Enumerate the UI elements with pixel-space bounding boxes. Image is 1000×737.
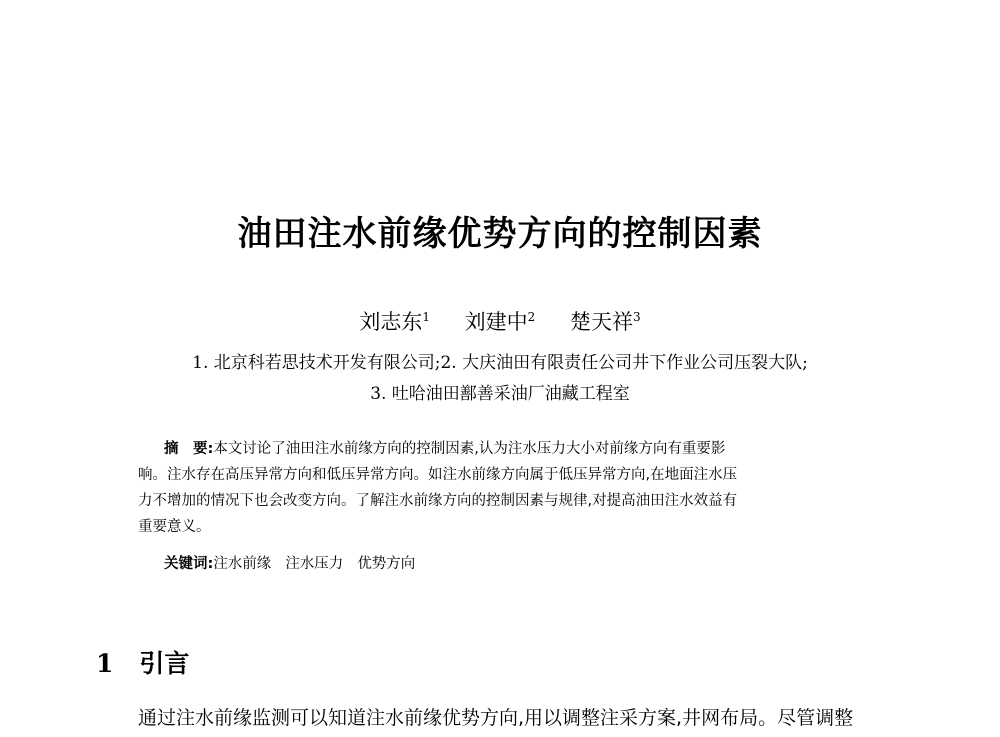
author-name: 刘志东 (359, 310, 423, 334)
abstract-line: 力不增加的情况下也会改变方向。了解注水前缘方向的控制因素与规律,对提高油田注水效益有 (138, 493, 738, 509)
author-2 (465, 310, 536, 334)
abstract-line (138, 436, 873, 462)
author-3 (570, 310, 641, 334)
author-affil-mark: 2 (527, 310, 536, 324)
keyword: 注水前缘 (213, 556, 272, 572)
keywords (164, 552, 429, 573)
keyword: 注水压力 (285, 556, 344, 572)
abstract-text: 本文讨论了油田注水前缘方向的控制因素,认为注水压力大小对前缘方向有重要影 (213, 441, 726, 457)
author-name: 刘建中 (464, 310, 528, 334)
author-list (0, 306, 1000, 336)
abstract-line: 响。注水存在高压异常方向和低压异常方向。如注水前缘方向属于低压异常方向,在地面注水压 (138, 467, 738, 483)
paper-title: 油田注水前缘优势方向的控制因素 (237, 214, 763, 254)
author-affil-mark: 3 (633, 310, 641, 324)
section-title: 引言 (139, 649, 190, 678)
section-heading (96, 644, 189, 680)
author-1 (359, 310, 430, 334)
body-paragraph: 通过注水前缘监测可以知道注水前缘优势方向,用以调整注采方案,井网布局。尽管调整 (138, 707, 854, 729)
affiliation-line-2: 3. 吐哈油田鄯善采油厂油藏工程室 (370, 384, 630, 404)
abstract-label: 摘 要: (164, 441, 214, 457)
author-name: 楚天祥 (570, 310, 633, 334)
abstract (138, 436, 873, 540)
keywords-label: 关键词: (164, 556, 214, 572)
author-affil-mark: 1 (422, 310, 430, 324)
keyword: 优势方向 (357, 556, 416, 572)
section-number: 1 (96, 649, 114, 678)
affiliation-line-1: 1. 北京科若思技术开发有限公司;2. 大庆油田有限责任公司井下作业公司压裂大队; (192, 353, 808, 373)
abstract-line: 重要意义。 (138, 519, 211, 535)
